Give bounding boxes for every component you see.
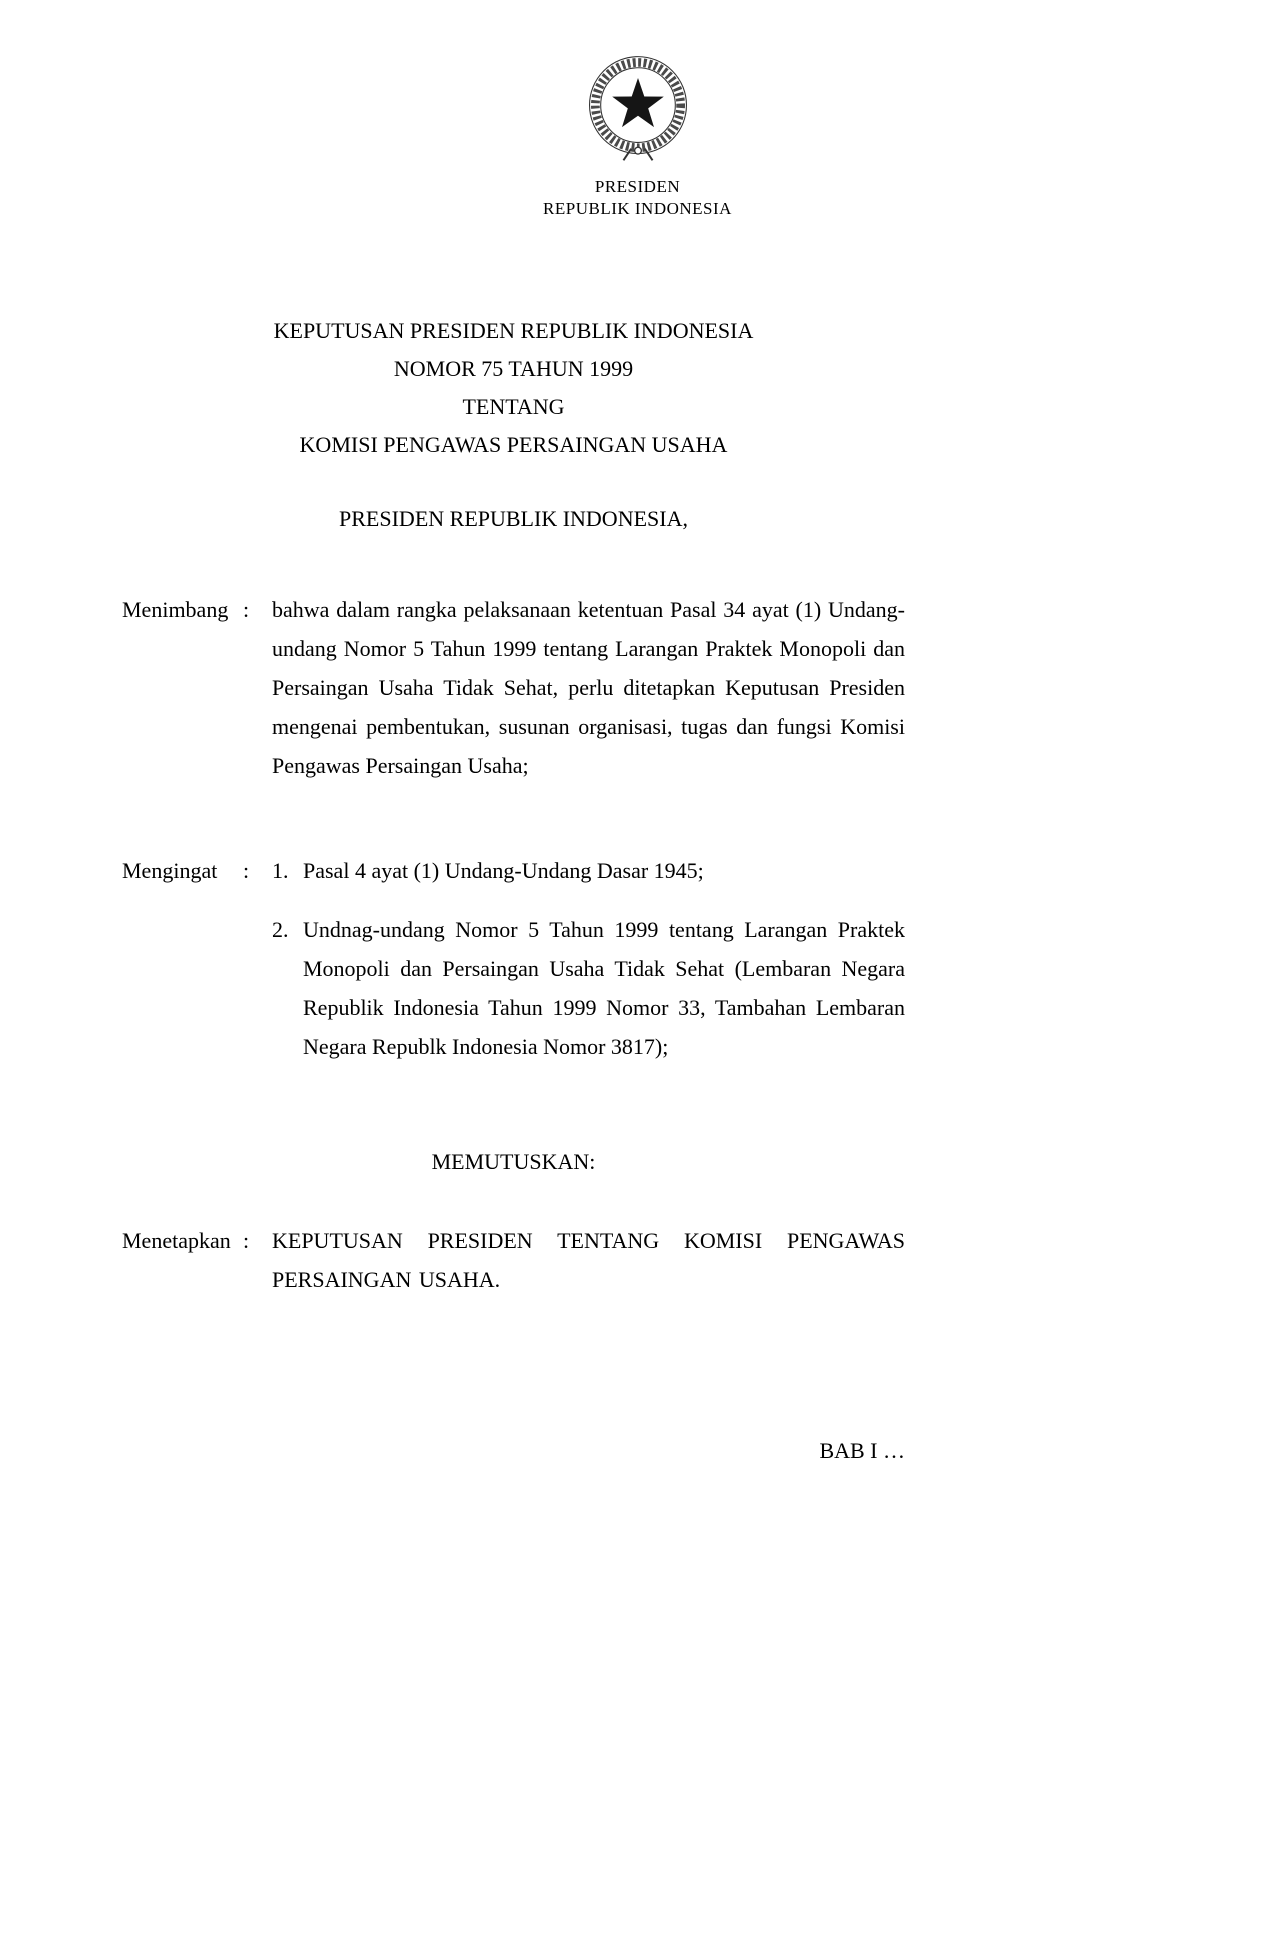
recalling-item-text: Undnag-undang Nomor 5 Tahun 1999 tentang Larangan Praktek Monopoli dan Persaingan Usaha Tidak Sehat (Lembaran Negara Republik Indonesia Tahun 1999 Nomor 33, Tambahan Lembaran Negara Republk Indonesia Nomor 3817); — [303, 917, 905, 1059]
letterhead-republik-indonesia: REPUBLIK INDONESIA — [543, 199, 732, 218]
enacting-text: KEPUTUSAN PRESIDEN TENTANG KOMISI PENGAWAS PERSAINGAN USAHA. — [272, 1228, 905, 1292]
enacting-section — [122, 1221, 905, 1299]
considering-text: bahwa dalam rangka pelaksanaan ketentuan Pasal 34 ayat (1) Undang-undang Nomor 5 Tahun 1999 tentang Larangan Praktek Monopoli dan Persaingan Usaha Tidak Sehat, perlu ditetapkan Keputusan Presiden mengenai pembentukan, susunan organisasi, tugas dan fungsi Komisi Pengawas Persaingan Usaha; — [272, 597, 905, 778]
decree-tentang: TENTANG — [462, 394, 565, 419]
recalling-section — [122, 851, 905, 1066]
document-body — [122, 312, 905, 1470]
recalling-item — [272, 910, 905, 1066]
decree-subject: KOMISI PENGAWAS PERSAINGAN USAHA — [299, 432, 728, 457]
continuation-marker: BAB I … — [819, 1438, 905, 1463]
recalling-colon: : — [243, 858, 250, 883]
decree-title — [122, 312, 905, 464]
salutation: PRESIDEN REPUBLIK INDONESIA, — [339, 506, 688, 531]
recalling-list — [272, 851, 905, 1066]
enacting-colon: : — [243, 1228, 250, 1253]
decree-title-line1: KEPUTUSAN PRESIDEN REPUBLIK INDONESIA — [273, 318, 754, 343]
recalling-item-number: 2. — [272, 917, 289, 942]
considering-label: Menimbang — [122, 597, 229, 622]
considering-section — [122, 590, 905, 785]
enacting-label: Menetapkan — [122, 1228, 231, 1253]
decree-number: NOMOR 75 TAHUN 1999 — [393, 356, 634, 381]
decision-heading: MEMUTUSKAN: — [431, 1149, 596, 1174]
recalling-item — [272, 851, 905, 890]
considering-colon: : — [243, 597, 250, 622]
letterhead-presiden: PRESIDEN — [594, 177, 681, 196]
recalling-item-text: Pasal 4 ayat (1) Undang-Undang Dasar 1945; — [303, 858, 704, 883]
letterhead — [0, 45, 1275, 220]
recalling-label: Mengingat — [122, 858, 218, 883]
recalling-item-number: 1. — [272, 858, 289, 883]
presidential-emblem-icon — [575, 45, 701, 171]
